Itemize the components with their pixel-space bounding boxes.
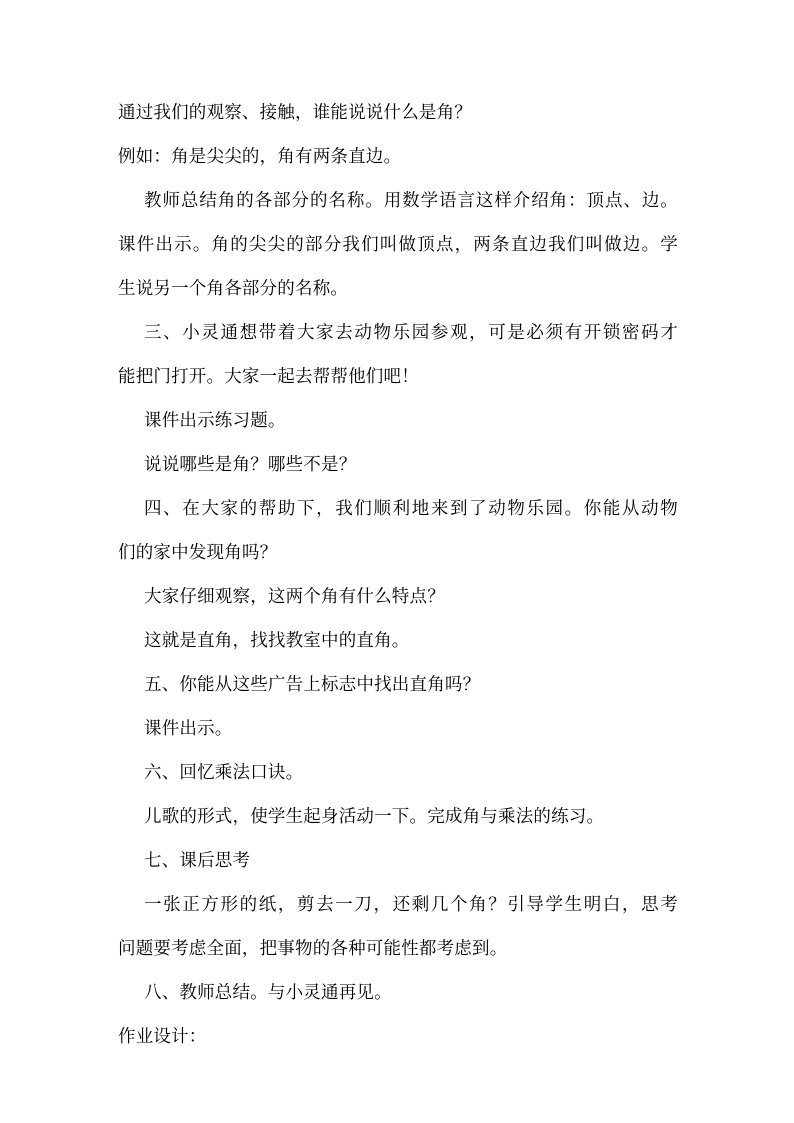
text-line-9: 说说哪些是角？哪些不是？ [144,455,357,475]
text-line-6: 三、小灵通想带着大家去动物乐园参观，可是必须有开锁密码才 [144,323,678,343]
text-line-19: 一张正方形的纸，剪去一刀，还剩几个角？引导学生明白，思考 [144,895,678,915]
text-line-10: 四、在大家的帮助下，我们顺利地来到了动物乐园。你能从动物 [144,499,678,519]
text-line-12: 大家仔细观察，这两个角有什么特点？ [144,587,445,607]
text-line-2: 例如：角是尖尖的，角有两条直边。 [118,147,402,167]
text-line-21: 八、教师总结。与小灵通再见。 [144,983,392,1003]
text-line-5: 生说另一个角各部分的名称。 [118,279,349,299]
text-line-13: 这就是直角，找找教室中的直角。 [144,631,410,651]
text-line-4: 课件出示。角的尖尖的部分我们叫做顶点，两条直边我们叫做边。学 [118,235,678,255]
text-line-16: 六、回忆乘法口诀。 [144,763,304,783]
text-line-7: 能把门打开。大家一起去帮帮他们吧！ [118,367,419,387]
text-line-8: 课件出示练习题。 [144,411,286,431]
text-line-1: 通过我们的观察、接触，谁能说说什么是角？ [118,103,472,123]
text-line-17: 儿歌的形式，使学生起身活动一下。完成角与乘法的练习。 [144,807,605,827]
text-line-11: 们的家中发现角吗？ [118,543,278,563]
text-line-20: 问题要考虑全面，把事物的各种可能性都考虑到。 [118,939,508,959]
text-line-14: 五、你能从这些广告上标志中找出直角吗？ [144,675,481,695]
text-line-18: 七、课后思考 [144,851,251,871]
text-line-22: 作业设计： [118,1027,207,1047]
text-line-3: 教师总结角的各部分的名称。用数学语言这样介绍角：顶点、边。 [144,191,678,211]
text-line-15: 课件出示。 [144,719,233,739]
